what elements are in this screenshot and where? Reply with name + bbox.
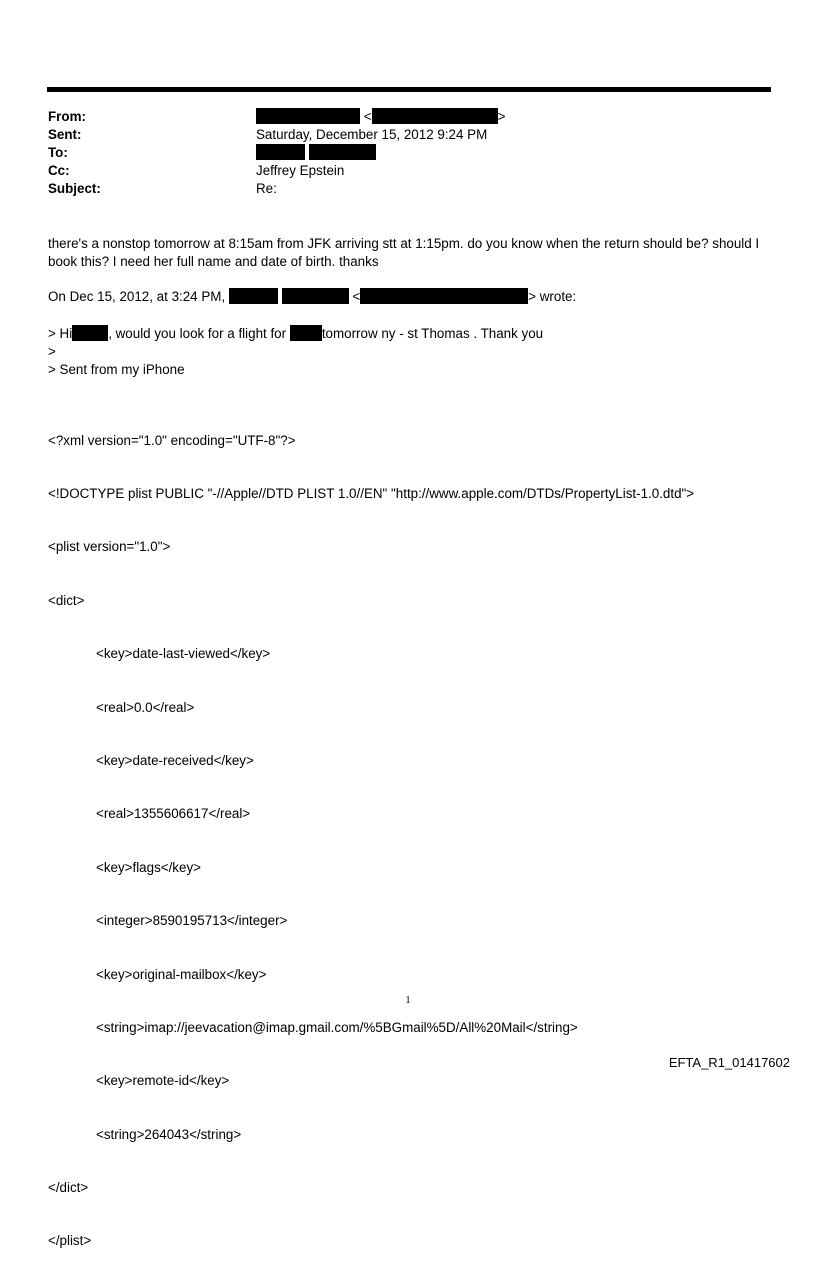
plist-line: <integer>8590195713</integer> — [96, 913, 288, 929]
quote-line1-c: tomorrow ny - st Thomas . Thank you — [321, 326, 544, 341]
redaction-block — [229, 288, 278, 304]
from-lt: < — [363, 109, 372, 124]
subject-label: Subject: — [48, 181, 101, 196]
redaction-block — [309, 144, 376, 160]
plist-line: <key>remote-id</key> — [96, 1073, 230, 1089]
subject-value: Re: — [256, 181, 277, 196]
to-value — [256, 144, 376, 162]
plist-line: <real>0.0</real> — [96, 699, 195, 715]
quote-line1-b: , would you look for a flight for — [108, 326, 287, 341]
quote-line1-a: > Hi — [48, 326, 73, 341]
cc-label: Cc: — [48, 163, 70, 178]
plist-close: </plist> — [48, 1233, 92, 1249]
plist-block — [48, 396, 694, 1268]
plist-line: <key>flags</key> — [96, 859, 201, 875]
redaction-block — [282, 288, 349, 304]
plist-line: <key>original-mailbox</key> — [96, 966, 267, 982]
from-gt: > — [497, 109, 506, 124]
sent-label: Sent: — [48, 127, 82, 142]
doctype-line: <!DOCTYPE plist PUBLIC "-//Apple//DTD PLIST 1.0//EN" "http://www.apple.com/DTDs/PropertyList-1.0.dtd"> — [48, 485, 695, 501]
quote-line-1 — [48, 325, 778, 343]
to-label: To: — [48, 145, 68, 160]
message-body: there's a nonstop tomorrow at 8:15am from JFK arriving stt at 1:15pm. do you know when the return should be? should I book this? I need her full name and date of birth. thanks — [48, 236, 760, 269]
plist-line: <string>264043</string> — [96, 1126, 242, 1142]
dict-close: </dict> — [48, 1180, 89, 1196]
page-number: 1 — [405, 994, 411, 1006]
plist-line: <key>date-received</key> — [96, 752, 254, 768]
dict-open: <dict> — [48, 592, 85, 608]
redaction-block — [290, 325, 322, 341]
header-rule — [47, 87, 771, 92]
quote-line-2: > — [48, 344, 56, 359]
quote-intro — [48, 288, 778, 306]
quote-line-3: > Sent from my iPhone — [48, 362, 185, 377]
plist-line: <real>1355606617</real> — [96, 806, 251, 822]
from-label: From: — [48, 109, 86, 124]
plist-line: <key>date-last-viewed</key> — [96, 646, 271, 662]
plist-open: <plist version="1.0"> — [48, 539, 171, 555]
xml-declaration: <?xml version="1.0" encoding="UTF-8"?> — [48, 432, 296, 448]
redaction-block — [360, 288, 528, 304]
from-value — [256, 108, 505, 126]
redaction-block — [256, 108, 360, 124]
document-id: EFTA_R1_01417602 — [668, 1055, 790, 1070]
sent-value: Saturday, December 15, 2012 9:24 PM — [256, 127, 488, 142]
quote-intro-prefix: On Dec 15, 2012, at 3:24 PM, — [48, 289, 226, 304]
plist-line: <string>imap://jeevacation@imap.gmail.com/%5BGmail%5D/All%20Mail</string> — [96, 1019, 578, 1035]
cc-value: Jeffrey Epstein — [256, 163, 345, 178]
redaction-block — [372, 108, 498, 124]
quote-intro-suffix: > wrote: — [528, 289, 577, 304]
redaction-block — [72, 325, 108, 341]
quote-intro-lt: < — [352, 289, 361, 304]
redaction-block — [256, 144, 305, 160]
